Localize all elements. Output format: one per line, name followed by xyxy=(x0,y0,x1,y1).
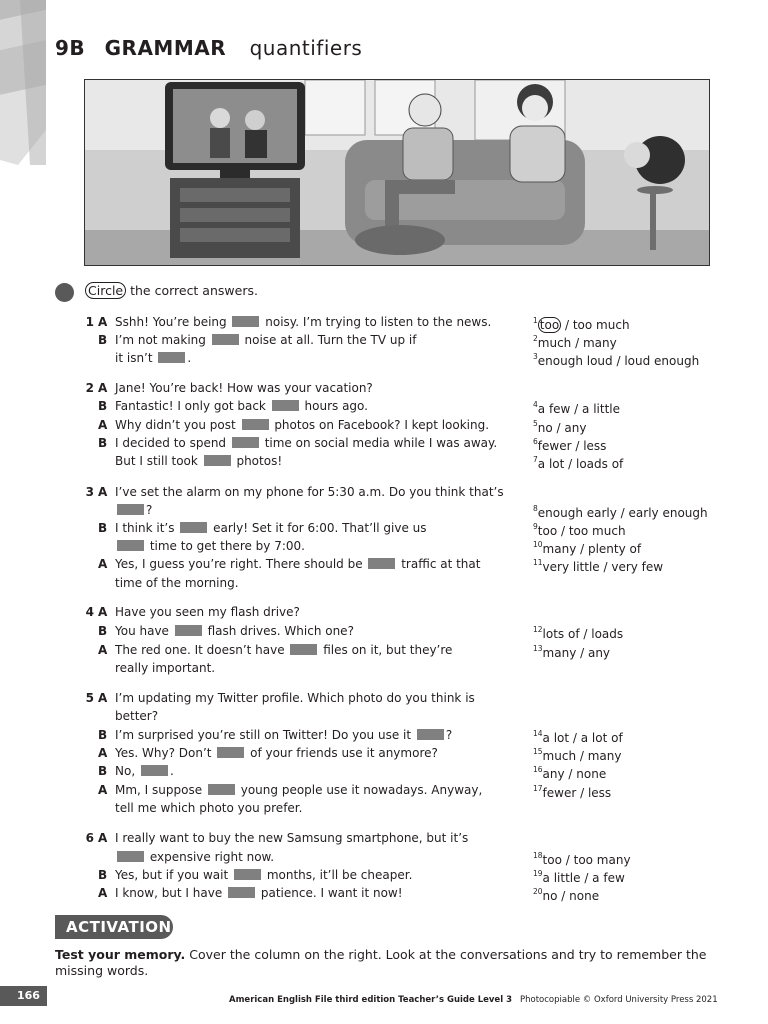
text-segment: I decided to spend xyxy=(115,436,230,450)
answer-choices: much / many xyxy=(537,336,617,350)
dialogue-text xyxy=(115,417,489,433)
answer-choices: fewer / less xyxy=(537,439,607,453)
answer-gap xyxy=(217,747,244,758)
text-segment: really important. xyxy=(115,661,216,675)
text-segment: young people use it nowadays. Anyway, xyxy=(236,783,483,797)
dialogue-text xyxy=(115,604,300,620)
answer-gap xyxy=(180,522,207,533)
circle-word: Circle xyxy=(85,282,126,299)
text-segment: time of the morning. xyxy=(115,576,239,590)
dialogue-text xyxy=(115,745,438,761)
answer-choices: lots of / loads xyxy=(542,627,624,641)
conversation-number: 2 xyxy=(85,381,94,395)
answer-option xyxy=(533,502,708,521)
answer-option xyxy=(533,623,623,642)
speaker-label: A xyxy=(98,643,108,657)
text-segment: I’m surprised you’re still on Twitter! Do you use it xyxy=(115,728,415,742)
text-segment: ? xyxy=(445,728,453,742)
text-segment: But I still took xyxy=(115,454,202,468)
answer-number: 6 xyxy=(533,437,538,446)
dialogue-text xyxy=(115,727,452,743)
answer-option xyxy=(533,782,611,801)
text-segment: time on social media while I was away. xyxy=(260,436,498,450)
speaker-label: A xyxy=(98,605,108,619)
answer-choices: many / any xyxy=(542,646,611,660)
topic-title: quantifiers xyxy=(249,36,363,60)
speaker-label: B xyxy=(98,399,108,413)
text-segment: of your friends use it anymore? xyxy=(246,746,438,760)
answer-number: 20 xyxy=(533,887,543,896)
exercise-bullet xyxy=(55,283,74,302)
activation-text: Cover the column on the right. Look at the conversations and try to remember the missing words. xyxy=(55,947,707,978)
dialogue-text xyxy=(115,660,215,676)
unit-heading xyxy=(55,36,362,60)
answer-number: 11 xyxy=(533,558,543,567)
text-segment: No, xyxy=(115,764,139,778)
speaker-label: A xyxy=(98,783,108,797)
text-segment: Yes. Why? Don’t xyxy=(115,746,216,760)
answer-number: 7 xyxy=(533,455,538,464)
answer-option xyxy=(533,556,663,575)
text-segment: early! Set it for 6:00. That’ll give us xyxy=(209,521,427,535)
corner-decoration xyxy=(0,0,46,165)
answer-gap xyxy=(212,334,239,345)
text-segment: noisy. I’m trying to listen to the news. xyxy=(261,315,492,329)
answer-option xyxy=(533,453,623,472)
answer-choices: enough loud / loud enough xyxy=(537,354,700,368)
speaker-label: A xyxy=(98,831,108,845)
text-segment: patience. I want it now! xyxy=(257,886,403,900)
speaker-label: B xyxy=(98,333,108,347)
answer-gap xyxy=(368,558,395,569)
conversation-number: 5 xyxy=(85,691,94,705)
answer-option xyxy=(533,332,617,351)
answer-option xyxy=(533,745,621,764)
circled-answer: too xyxy=(539,318,560,332)
answer-choices: a little / a few xyxy=(542,871,625,885)
dialogue-text xyxy=(115,502,152,518)
conversation-number: 6 xyxy=(85,831,94,845)
text-segment: I know, but I have xyxy=(115,886,227,900)
answer-option xyxy=(533,435,606,454)
text-segment: Fantastic! I only got back xyxy=(115,399,270,413)
speaker-label: B xyxy=(98,764,108,778)
answer-gap xyxy=(232,437,259,448)
section-title: GRAMMAR xyxy=(104,36,227,60)
text-segment: I’m updating my Twitter profile. Which photo do you think is xyxy=(115,691,475,705)
answer-choices-rest: / too much xyxy=(561,318,630,332)
activation-badge xyxy=(55,915,173,939)
page-number: 166 xyxy=(17,989,40,1002)
answer-choices: a lot / a lot of xyxy=(542,731,623,745)
answer-choices: a few / a little xyxy=(537,402,621,416)
text-segment: Have you seen my flash drive? xyxy=(115,605,300,619)
answer-gap xyxy=(117,851,144,862)
dialogue-text xyxy=(115,575,239,591)
text-segment: expensive right now. xyxy=(146,850,275,864)
footer-copyright: Photocopiable © Oxford University Press 2021 xyxy=(520,995,718,1005)
answer-gap xyxy=(242,419,269,430)
answer-gap xyxy=(208,784,235,795)
dialogue-text xyxy=(115,484,504,500)
answer-gap xyxy=(141,765,168,776)
text-segment: better? xyxy=(115,709,159,723)
answer-number: 2 xyxy=(533,334,538,343)
dialogue-text xyxy=(115,782,482,798)
speaker-label: B xyxy=(98,521,108,535)
answer-option xyxy=(533,867,625,886)
speaker-label: A xyxy=(98,886,108,900)
answer-choices: any / none xyxy=(542,767,607,781)
dialogue-text xyxy=(115,708,158,724)
text-segment: it isn’t xyxy=(115,351,157,365)
dialogue-text xyxy=(115,453,282,469)
answer-choices: enough early / early enough xyxy=(537,506,708,520)
answer-number: 12 xyxy=(533,625,543,634)
page-number-badge xyxy=(0,986,47,1006)
answer-choices: no / any xyxy=(537,421,587,435)
answer-number: 15 xyxy=(533,747,543,756)
answer-option xyxy=(533,417,586,436)
dialogue-text xyxy=(115,690,475,706)
answer-number: 13 xyxy=(533,644,543,653)
answer-gap xyxy=(117,504,144,515)
answer-gap xyxy=(175,625,202,636)
answer-gap xyxy=(117,540,144,551)
dialogue-text xyxy=(115,623,354,639)
answer-number: 5 xyxy=(533,419,538,428)
answer-number: 14 xyxy=(533,729,543,738)
text-segment: Sshh! You’re being xyxy=(115,315,231,329)
conversation-number: 1 xyxy=(85,315,94,329)
activation-lead: Test your memory. xyxy=(55,947,186,962)
speaker-label: A xyxy=(98,691,108,705)
dialogue-text xyxy=(115,830,468,846)
dialogue-text xyxy=(115,538,305,554)
answer-option xyxy=(533,398,620,417)
answer-number: 17 xyxy=(533,784,543,793)
answer-gap xyxy=(417,729,444,740)
conversation-number: 4 xyxy=(85,605,94,619)
answer-gap xyxy=(290,644,317,655)
answer-number: 4 xyxy=(533,400,538,409)
text-segment: months, it’ll be cheaper. xyxy=(263,868,413,882)
answer-number: 16 xyxy=(533,765,543,774)
answer-choices: a lot / loads of xyxy=(537,457,624,471)
speaker-label: B xyxy=(98,728,108,742)
dialogue-text xyxy=(115,763,174,779)
text-segment: traffic at that xyxy=(397,557,481,571)
answer-option xyxy=(533,350,699,369)
answer-gap xyxy=(232,316,259,327)
text-segment: . xyxy=(169,764,174,778)
answer-gap xyxy=(228,887,255,898)
text-segment: photos on Facebook? I kept looking. xyxy=(270,418,490,432)
exercise-instruction xyxy=(85,283,258,298)
answer-option xyxy=(533,727,623,746)
speaker-label: B xyxy=(98,624,108,638)
answer-option xyxy=(533,520,626,539)
speaker-label: B xyxy=(98,868,108,882)
text-segment: noise at all. Turn the TV up if xyxy=(240,333,417,347)
text-segment: Jane! You’re back! How was your vacation? xyxy=(115,381,373,395)
dialogue-text xyxy=(115,885,403,901)
answer-choices: very little / very few xyxy=(542,560,664,574)
dialogue-text xyxy=(115,867,412,883)
text-segment: hours ago. xyxy=(300,399,368,413)
text-segment: I’m not making xyxy=(115,333,210,347)
answer-choices: too / too much xyxy=(537,524,626,538)
answer-number: 10 xyxy=(533,540,543,549)
answer-number: 1 xyxy=(533,316,538,325)
speaker-label: A xyxy=(98,557,108,571)
answer-choices: no / none xyxy=(542,889,600,903)
text-segment: I really want to buy the new Samsung smartphone, but it’s xyxy=(115,831,469,845)
text-segment: You have xyxy=(115,624,173,638)
answer-option xyxy=(533,849,631,868)
answer-number: 3 xyxy=(533,352,538,361)
dialogue-text xyxy=(115,849,274,865)
dialogue-text xyxy=(115,520,427,536)
speaker-label: A xyxy=(98,315,108,329)
answer-number: 9 xyxy=(533,522,538,531)
answer-gap xyxy=(158,352,185,363)
speaker-label: A xyxy=(98,381,108,395)
answer-option xyxy=(533,314,630,333)
text-segment: photos! xyxy=(232,454,283,468)
answer-choices: many / plenty of xyxy=(542,542,642,556)
text-segment: Why didn’t you post xyxy=(115,418,240,432)
answer-option xyxy=(533,538,641,557)
dialogue-text xyxy=(115,398,368,414)
answer-option xyxy=(533,885,599,904)
answer-number: 18 xyxy=(533,851,543,860)
answer-option xyxy=(533,763,606,782)
dialogue-text xyxy=(115,332,416,348)
page-footer xyxy=(229,995,718,1005)
text-segment: Yes, but if you wait xyxy=(115,868,232,882)
answer-choices: too / too many xyxy=(542,853,631,867)
text-segment: I’ve set the alarm on my phone for 5:30 a.m. Do you think that’s xyxy=(115,485,504,499)
answer-choices: fewer / less xyxy=(542,786,612,800)
unit-code: 9B xyxy=(55,36,86,60)
activation-label: ACTIVATION xyxy=(66,918,172,936)
dialogue-text xyxy=(115,350,191,366)
dialogue-text xyxy=(115,380,373,396)
answer-number: 8 xyxy=(533,504,538,513)
footer-book: American English File third edition Teacher’s Guide Level 3 xyxy=(229,995,512,1005)
answer-gap xyxy=(204,455,231,466)
text-segment: time to get there by 7:00. xyxy=(146,539,305,553)
dialogue-text xyxy=(115,435,497,451)
text-segment: . xyxy=(187,351,192,365)
text-segment: files on it, but they’re xyxy=(319,643,453,657)
living-room-illustration xyxy=(84,79,710,266)
speaker-label: A xyxy=(98,746,108,760)
dialogue-text xyxy=(115,642,452,658)
conversation-number: 3 xyxy=(85,485,94,499)
text-segment: tell me which photo you prefer. xyxy=(115,801,303,815)
activation-task xyxy=(55,947,715,979)
text-segment: Mm, I suppose xyxy=(115,783,206,797)
text-segment: I think it’s xyxy=(115,521,179,535)
text-segment: The red one. It doesn’t have xyxy=(115,643,289,657)
answer-gap xyxy=(272,400,299,411)
answer-option xyxy=(533,642,610,661)
text-segment: Yes, I guess you’re right. There should be xyxy=(115,557,367,571)
dialogue-text xyxy=(115,556,480,572)
answer-choices: much / many xyxy=(542,749,622,763)
text-segment: flash drives. Which one? xyxy=(203,624,354,638)
text-segment: ? xyxy=(146,503,153,517)
speaker-label: A xyxy=(98,485,108,499)
dialogue-text xyxy=(115,800,302,816)
speaker-label: B xyxy=(98,436,108,450)
speaker-label: A xyxy=(98,418,108,432)
answer-gap xyxy=(234,869,261,880)
instruction-rest: the correct answers. xyxy=(126,283,258,298)
dialogue-text xyxy=(115,314,491,330)
answer-number: 19 xyxy=(533,869,543,878)
